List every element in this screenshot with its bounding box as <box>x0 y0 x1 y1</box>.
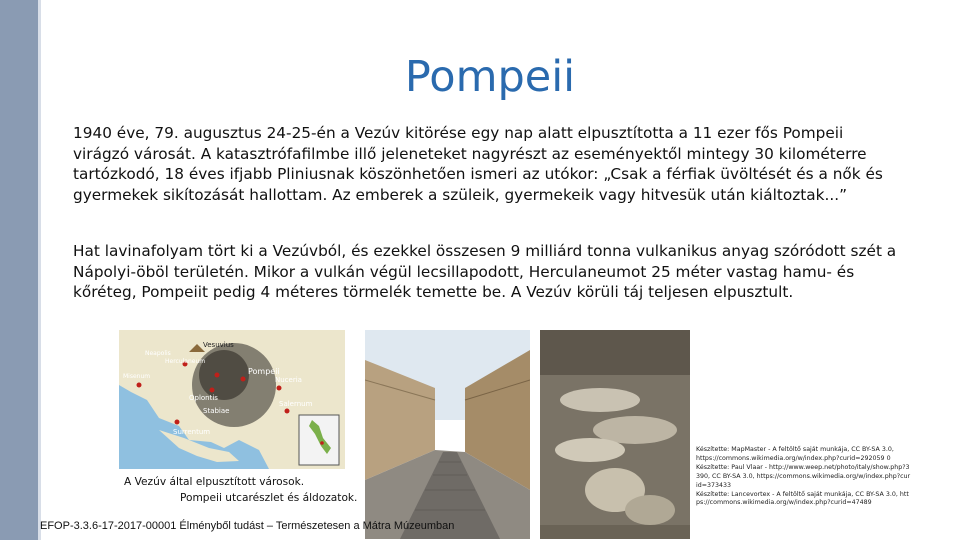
pompeii-victims-photo <box>540 330 690 539</box>
map-label-misenum: Misenum <box>123 373 151 380</box>
map-label-salernum: Salernum <box>279 400 313 408</box>
pompeii-street-photo <box>365 330 530 539</box>
credit-line: https://commons.wikimedia.org/w/index.php?curid=292059 0 <box>696 454 891 462</box>
map-label-vesuvius: Vesuvius <box>203 341 234 349</box>
vesuvius-region-map <box>119 330 345 469</box>
caption-photos: Pompeii utcarészlet és áldozatok. <box>180 492 358 504</box>
paragraph-intro: 1940 éve, 79. augusztus 24-25-én a Vezúv kitörése egy nap alatt elpusztította a 11 ezer fős Pompeii virágzó városát. A katasztrófafilmbe illő jeleneteket nagyrészt az eseményektől mintegy 30 kilométerre tartózkodó, 18 éves ifjabb Pliniusnak köszönhetően ismeri az utókor: „Csak a férfiak üvöltését és a nők és gyermekek sikítozását hallottam. Az emberek a szüleik, gyermekeik vagy hitvesük után kiáltoztak...” <box>73 124 883 204</box>
project-footer: EFOP-3.3.6-17-2017-00001 Élményből tudást – Természetesen a Mátra Múzeumban <box>40 520 455 532</box>
slide-title: Pompeii <box>404 52 576 102</box>
credit-line: Készítette: Paul Vlaar - http://www.weep.net/photo/italy/show.php?3390, CC BY-SA 3.0, https://commons.wikimedia.org/w/index.php?curid=373433 <box>696 463 911 489</box>
map-label-pompeii: Pompeii <box>248 367 280 376</box>
paragraph-eruption: Hat lavinafolyam tört ki a Vezúvból, és ezekkel összesen 9 milliárd tonna vulkanikus anyag szóródott szét a Nápolyi-öböl területén. Mikor a vulkán végül lecsillapodott, Herculaneumot 25 méter vastag hamu- és kőréteg, Pompeiit pedig 4 méteres törmelék temette be. A Vezúv körüli táj teljesen elpusztult. <box>73 242 897 301</box>
map-label-herculaneum: Herculaneum <box>165 358 206 365</box>
caption-map: A Vezúv által elpusztított városok. <box>124 476 305 488</box>
credit-line: Készítette: MapMaster - A feltöltő saját munkája, CC BY-SA 3.0, <box>696 446 894 453</box>
map-label-stabiae: Stabiae <box>203 407 230 415</box>
map-label-oplontis: Oplontis <box>189 394 218 402</box>
map-label-neapolis: Neapolis <box>145 350 171 357</box>
credit-line: Készítette: Lancevortex - A feltöltő saját munkája, CC BY-SA 3.0, https://commons.wikimedia.org/w/index.php?curid=47489 <box>696 490 909 507</box>
image-credits <box>696 446 911 508</box>
map-label-nuceria: Nuceria <box>275 376 302 384</box>
map-label-surrentum: Surrentum <box>173 428 211 436</box>
